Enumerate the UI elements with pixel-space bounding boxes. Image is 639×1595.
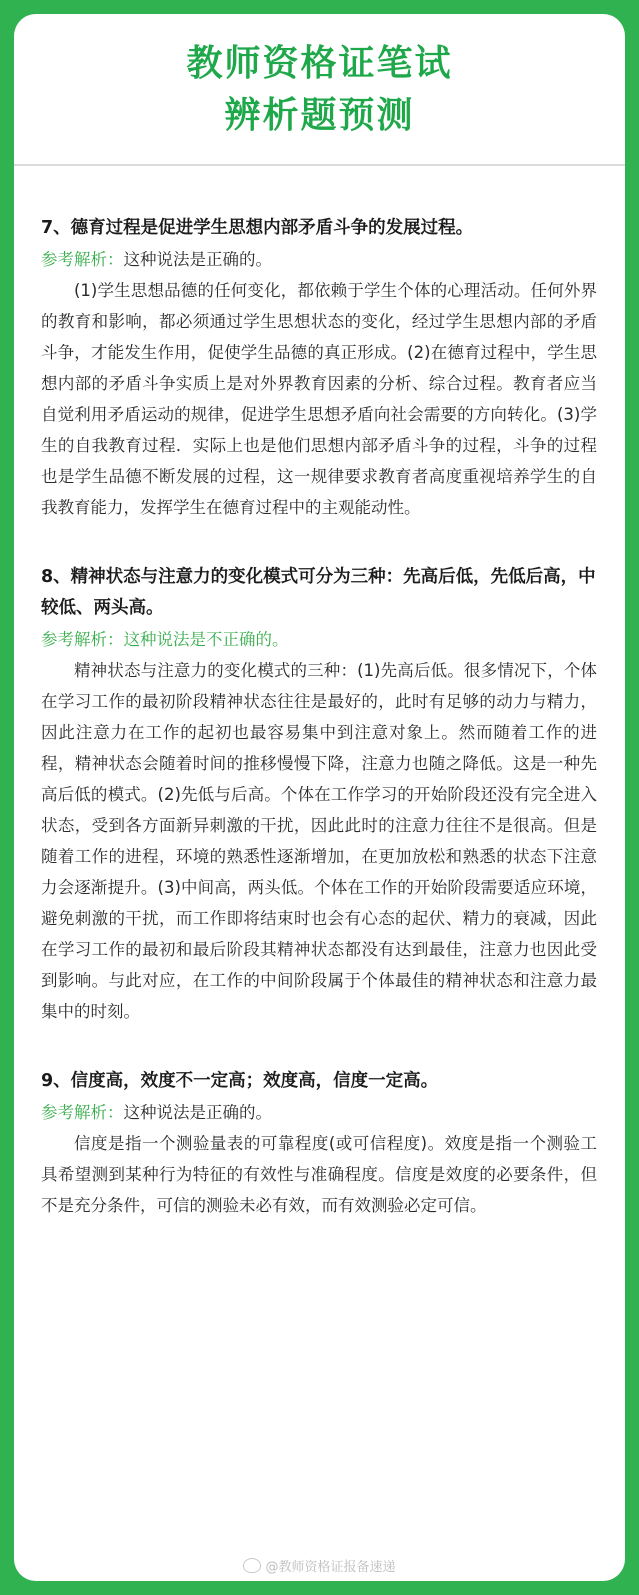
reference-label: 参考解析： [41,630,124,649]
reference-verdict: 这种说法是正确的。 [123,1103,272,1122]
reference-answer [41,1097,597,1128]
question-title: 8、精神状态与注意力的变化模式可分为三种：先高后低，先低后高，中较低、两头高。 [41,567,596,618]
question-7 [41,213,597,523]
analysis-text: 信度是指一个测验量表的可靠程度(或可信程度)。效度是指一个测验工具希望测到某种行为特征的有效性与准确程度。信度是效度的必要条件，但不是充分条件，可信的测验未必有效，而有效测验必定可信。 [41,1134,597,1215]
analysis-text: 精神状态与注意力的变化模式的三种：(1)先高后低。很多情况下，个体在学习工作的最初阶段精神状态往往是最好的，此时有足够的动力与精力，因此注意力在工作的起初也最容易集中到注意对象上。然而随着工作的进程，精神状态会随着时间的推移慢慢下降，注意力也随之降低。这是一种先高后低的模式。(2)先低与后高。个体在工作学习的开始阶段还没有完全进入状态，受到各方面新异刺激的干扰，因此此时的注意力往往不是很高。但是随着工作的进程，环境的熟悉性逐渐增加，在更加放松和熟悉的状态下注意力会逐渐提升。(3)中间高，两头低。个体在工作的开始阶段需要适应环境，避免刺激的干扰，而工作即将结束时也会有心态的起伏、精力的衰减，因此在学习工作的最初和最后阶段其精神状态都没有达到最佳，注意力也因此受到影响。与此对应，在工作的中间阶段属于个体最佳的精神状态和注意力最集中的时刻。 [41,661,597,1021]
reference-verdict: 这种说法是不正确的。 [123,630,289,649]
content-card [14,14,625,1581]
weibo-icon [243,1558,261,1573]
reference-label: 参考解析： [41,250,124,269]
question-8 [41,562,597,1027]
page-title-line1: 教师资格证笔试 [186,43,453,84]
analysis-text: (1)学生思想品德的任何变化，都依赖于学生个体的心理活动。任何外界的教育和影响，都必须通过学生思想状态的变化，经过学生思想内部的矛盾斗争，才能发生作用，促使学生品德的真正形成。(2)在德育过程中，学生思想内部的矛盾斗争实质上是对外界教育因素的分析、综合过程。教育者应当自觉利用矛盾运动的规律，促进学生思想矛盾向社会需要的方向转化。(3)学生的自我教育过程．实际上也是他们思想内部矛盾斗争的过程，斗争的过程也是学生品德不断发展的过程，这一规律要求教育者高度重视培养学生的自我教育能力，发挥学生在德育过程中的主观能动性。 [41,281,597,517]
reference-label: 参考解析： [41,1103,124,1122]
page-header [14,14,625,166]
question-title: 9、信度高，效度不一定高；效度高，信度一定高。 [41,1071,439,1091]
reference-answer [41,624,597,655]
watermark-text: @教师资格证报备速递 [265,1560,396,1575]
questions-list [14,166,625,1221]
question-title: 7、德育过程是促进学生思想内部矛盾斗争的发展过程。 [41,218,474,238]
reference-answer [41,244,597,275]
question-9 [41,1066,597,1221]
watermark [14,1556,625,1575]
reference-verdict: 这种说法是正确的。 [123,250,272,269]
page-title-line2: 辨析题预测 [224,95,415,136]
